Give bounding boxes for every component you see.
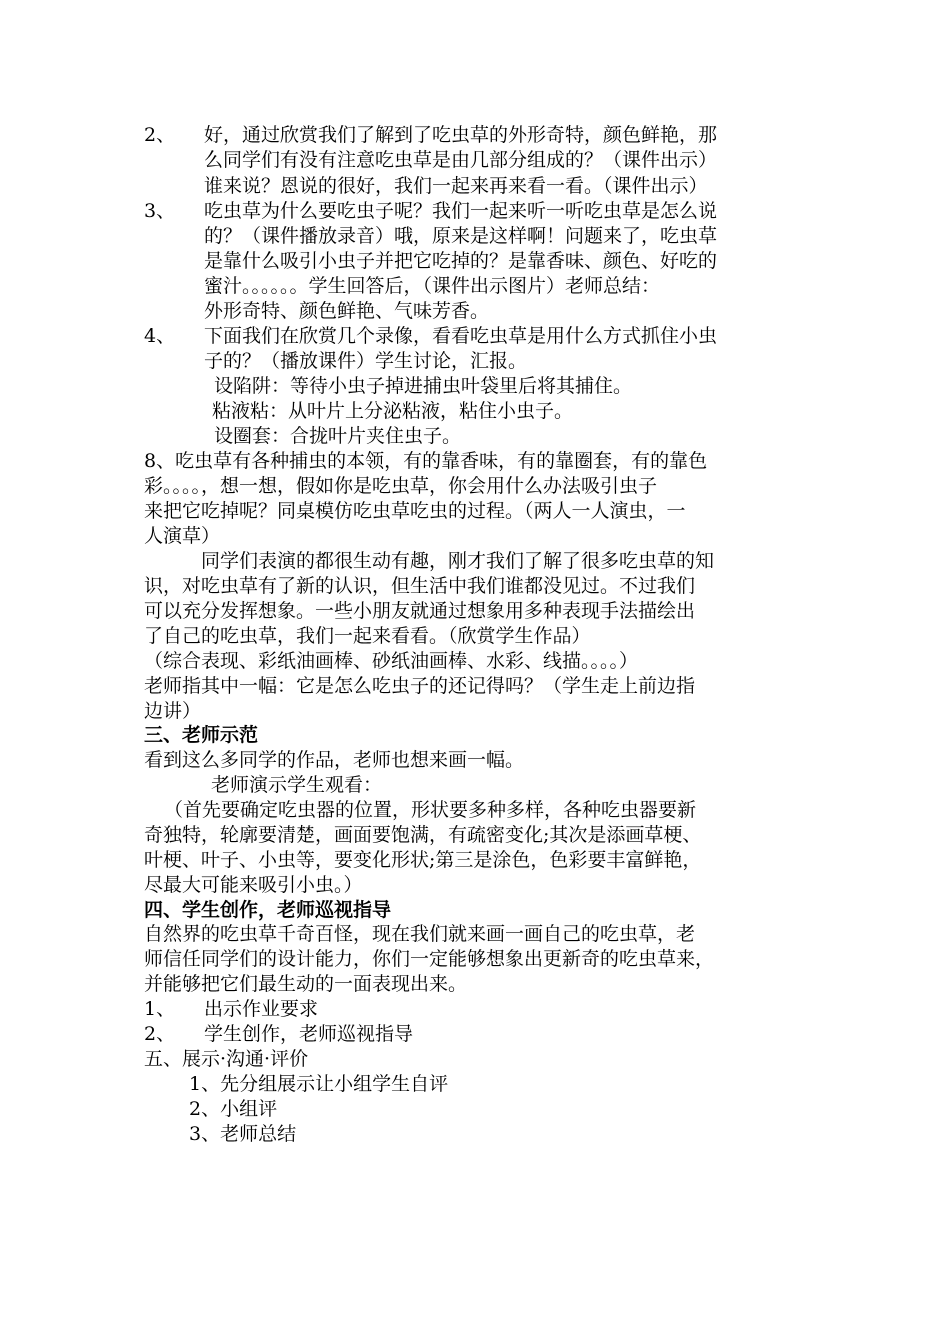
section-4-line-3 (144, 972, 850, 997)
section-5-item-2 (144, 1097, 850, 1122)
section-4-text: 并能够把它们最生动的一面表现出来。 (144, 973, 468, 995)
perform-text: （综合表现、彩纸油画棒、砂纸油画棒、水彩、线描。。。。） (144, 650, 639, 672)
section-3-paren-1 (144, 798, 850, 823)
item-2-number: 2、 (144, 124, 176, 146)
item-4-line-1 (144, 324, 850, 349)
item-8-text: 8、吃虫草有各种捕虫的本领，有的靠香味，有的靠圈套，有的靠色 (144, 450, 708, 472)
section-4-heading (144, 898, 850, 923)
item-4-sub-2 (144, 399, 850, 424)
item-3-text: 吃虫草为什么要吃虫子呢？我们一起来听一听吃虫草是怎么说 (204, 200, 718, 222)
perform-text: 同学们表演的都很生动有趣，刚才我们了解了很多吃虫草的知 (201, 550, 715, 572)
item-3-text: 外形奇特、颜色鲜艳、气味芳香。 (204, 300, 490, 322)
item-8-text: 来把它吃掉呢？同桌模仿吃虫草吃虫的过程。（两人一人演虫，一 (144, 500, 686, 522)
section-5-heading (144, 1047, 850, 1072)
perform-line-5 (144, 649, 850, 674)
item-2-text: 好，通过欣赏我们了解到了吃虫草的外形奇特，颜色鲜艳，那 (204, 124, 718, 146)
sticky-method: 粘液粘：从叶片上分泌粘液，粘住小虫子。 (212, 400, 574, 422)
item-4-sub-3 (144, 424, 850, 449)
perform-text: 老师指其中一幅：它是怎么吃虫子的还记得吗？（学生走上前边指 (144, 675, 696, 697)
perform-text: 可以充分发挥想象。一些小朋友就通过想象用多种表现手法描绘出 (144, 600, 696, 622)
section-4-title: 四、学生创作，老师巡视指导 (144, 899, 392, 921)
step-text: 学生创作，老师巡视指导 (204, 1023, 414, 1045)
item-8-line-4 (144, 524, 850, 549)
perform-line-6 (144, 674, 850, 699)
section-3-paren-4 (144, 873, 850, 898)
snare-method: 设圈套：合拢叶片夹住虫子。 (214, 425, 462, 447)
perform-text: 边讲） (144, 700, 202, 722)
item-2-text: 谁来说？恩说的很好，我们一起来再来看一看。（课件出示） (204, 175, 708, 197)
section-4-line-1 (144, 922, 850, 947)
item-8-text: 人演草） (144, 525, 221, 547)
section-4-text: 师信任同学们的设计能力，你们一定能够想象出更新奇的吃虫草来， (144, 948, 715, 970)
step-text: 出示作业要求 (204, 998, 319, 1020)
item-8-text: 彩。。。。，想一想，假如你是吃虫草，你会用什么办法吸引虫子 (144, 475, 658, 497)
item-3-line-4 (144, 274, 850, 299)
item-3-line-1 (144, 199, 850, 224)
item-3-text: 是靠什么吸引小虫子并把它吃掉的？是靠香味、颜色、好吃的 (204, 250, 718, 272)
trap-method: 设陷阱：等待小虫子掉进捕虫叶袋里后将其捕住。 (214, 375, 633, 397)
section-3-text: 老师演示学生观看： (211, 774, 383, 796)
perform-text: 了自己的吃虫草，我们一起来看看。（欣赏学生作品） (144, 625, 591, 647)
step-number: 2、 (144, 1023, 176, 1045)
section-4-step-1 (144, 997, 850, 1022)
section-4-text: 自然界的吃虫草千奇百怪，现在我们就来画一画自己的吃虫草，老 (144, 923, 696, 945)
item-8-line-3 (144, 499, 850, 524)
section-3-paren-text: （首先要确定吃虫器的位置，形状要多种多样，各种吃虫器要新 (164, 799, 697, 821)
section-5-title: 五、展示·沟通·评价 (144, 1048, 309, 1070)
section-3-line-2 (144, 773, 850, 798)
section-3-paren-3 (144, 848, 850, 873)
item-4-number: 4、 (144, 325, 176, 347)
item-4-line-2 (144, 349, 850, 374)
section-3-paren-text: 尽最大可能来吸引小虫。） (144, 874, 363, 896)
section-3-paren-text: 叶梗、叶子、小虫等，要变化形状;第三是涂色，色彩要丰富鲜艳， (144, 849, 702, 871)
step-number: 1、 (144, 998, 176, 1020)
perform-text: 识，对吃虫草有了新的认识，但生活中我们谁都没见过。不过我们 (144, 575, 696, 597)
section-3-text: 看到这么多同学的作品，老师也想来画一幅。 (144, 749, 525, 771)
item-2-text: 么同学们有没有注意吃虫草是由几部分组成的？（课件出示） (204, 149, 718, 171)
item-8-line-1 (144, 449, 850, 474)
item-3-text: 的？（课件播放录音）哦，原来是这样啊！问题来了，吃虫草 (204, 225, 718, 247)
item-2-line-3 (144, 174, 850, 199)
section-5-item-1 (144, 1072, 850, 1097)
item-4-text: 子的？（播放课件）学生讨论，汇报。 (204, 350, 528, 372)
section-5-item: 3、老师总结 (189, 1123, 297, 1145)
item-3-text: 蜜汁。。。。。。学生回答后，（课件出示图片）老师总结： (204, 275, 661, 297)
item-2-line-1 (144, 123, 850, 148)
section-3-heading (144, 723, 850, 748)
section-3-paren-text: 奇独特，轮廓要清楚，画面要饱满，有疏密变化;其次是添画草梗、 (144, 824, 702, 846)
section-3-title: 三、老师示范 (144, 724, 259, 746)
perform-line-3 (144, 599, 850, 624)
section-3-paren-2 (144, 823, 850, 848)
perform-line-4 (144, 624, 850, 649)
item-3-number: 3、 (144, 200, 176, 222)
section-4-step-2 (144, 1022, 850, 1047)
item-3-line-3 (144, 249, 850, 274)
item-4-sub-1 (144, 374, 850, 399)
item-3-line-2 (144, 224, 850, 249)
section-5-item: 1、先分组展示让小组学生自评 (189, 1073, 449, 1095)
item-8-line-2 (144, 474, 850, 499)
section-5-item-3 (144, 1122, 850, 1147)
perform-line-1 (144, 549, 850, 574)
perform-line-7 (144, 699, 850, 724)
section-5-item: 2、小组评 (189, 1098, 278, 1120)
item-3-line-5 (144, 299, 850, 324)
item-4-text: 下面我们在欣赏几个录像，看看吃虫草是用什么方式抓住小虫 (204, 325, 718, 347)
section-3-line-1 (144, 748, 850, 773)
item-2-line-2 (144, 148, 850, 173)
section-4-line-2 (144, 947, 850, 972)
perform-line-2 (144, 574, 850, 599)
